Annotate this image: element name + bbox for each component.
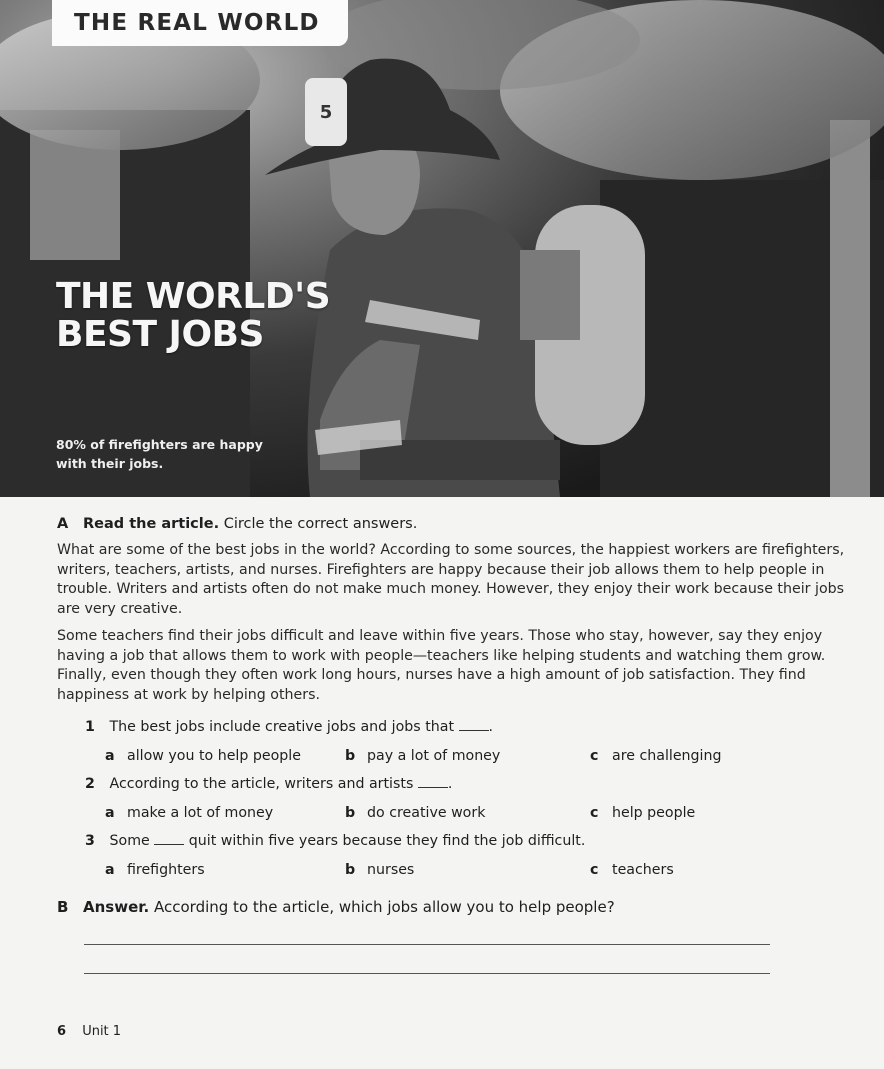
option-text: allow you to help people — [127, 747, 301, 764]
answer-line-2[interactable] — [84, 945, 770, 974]
option-letter: b — [345, 861, 356, 878]
option-text: make a lot of money — [127, 804, 274, 821]
question-3 — [85, 827, 847, 856]
option-text: pay a lot of money — [367, 747, 501, 764]
question-list — [85, 713, 847, 884]
option-letter: c — [590, 747, 599, 764]
part-b-instruction-rest: According to the article, which jobs allow you to help people? — [154, 898, 615, 916]
answer-blank[interactable] — [459, 718, 489, 731]
question-1 — [85, 713, 847, 742]
hero-title — [56, 278, 330, 354]
question-text-end: . — [447, 776, 453, 792]
question-text-end: . — [488, 719, 494, 735]
option-a[interactable] — [105, 799, 273, 828]
hero-title-line1: THE WORLD'S — [56, 276, 331, 317]
option-a[interactable] — [105, 742, 301, 771]
question-number: 2 — [85, 776, 95, 792]
part-b-instruction — [57, 898, 847, 916]
section-tab — [52, 0, 348, 46]
option-text: are challenging — [612, 747, 722, 764]
answer-line-1[interactable] — [84, 916, 770, 945]
option-c[interactable] — [590, 742, 722, 771]
option-text: teachers — [612, 861, 674, 878]
option-letter: a — [105, 804, 115, 821]
question-text: Some — [109, 833, 150, 849]
question-2 — [85, 770, 847, 799]
question-text: The best jobs include creative jobs and jobs that — [109, 719, 455, 735]
page-number: 6 — [57, 1024, 67, 1039]
option-letter: c — [590, 804, 599, 821]
option-b[interactable] — [345, 799, 485, 828]
option-letter: b — [345, 747, 356, 764]
option-text: help people — [612, 804, 696, 821]
exercise-content — [57, 512, 847, 974]
option-text: nurses — [367, 861, 415, 878]
option-b[interactable] — [345, 742, 500, 771]
part-b-letter: B — [57, 898, 69, 916]
part-b-instruction-bold: Answer. — [83, 898, 150, 916]
article-paragraph-2: Some teachers find their jobs difficult and leave within five years. Those who stay, however, say they enjoy having a job that allows them to work with people—teachers like helping students and watching them grow. Finally, even though they often work long hours, nurses have a high amount of job satisfaction. They find happiness at work by helping others. — [57, 628, 826, 703]
part-a-instruction-bold: Read the article. — [83, 516, 220, 532]
option-c[interactable] — [590, 799, 695, 828]
question-1-options — [105, 742, 847, 771]
option-b[interactable] — [345, 856, 414, 885]
unit-label: Unit 1 — [82, 1024, 122, 1039]
option-letter: a — [105, 747, 115, 764]
hero-caption: 80% of firefighters are happy with their jobs. — [56, 437, 263, 471]
answer-blank[interactable] — [418, 775, 448, 788]
answer-blank[interactable] — [154, 832, 184, 845]
hero-photo — [0, 0, 884, 497]
firefighter-illustration — [0, 0, 884, 497]
page-footer — [57, 1024, 121, 1039]
option-letter: a — [105, 861, 115, 878]
question-text-end: quit within five years because they find the job difficult. — [188, 833, 586, 849]
helmet-number: 5 — [319, 102, 333, 123]
question-number: 1 — [85, 719, 95, 735]
section-tab-label: THE REAL WORLD — [74, 10, 320, 36]
option-letter: c — [590, 861, 599, 878]
hero-title-line2: BEST JOBS — [56, 314, 264, 355]
question-text: According to the article, writers and artists — [109, 776, 414, 792]
option-text: do creative work — [367, 804, 486, 821]
part-a-letter: A — [57, 516, 69, 532]
article-paragraph-1: What are some of the best jobs in the world? According to some sources, the happiest workers are firefighters, writers, teachers, artists, and nurses. Firefighters are happy because their job allows them to help people in trouble. Writers and artists often do not make much money. However, they enjoy their work because their jobs are very creative. — [57, 542, 845, 617]
part-a-instruction — [57, 516, 847, 532]
part-a-instruction-rest: Circle the correct answers. — [223, 516, 418, 532]
option-a[interactable] — [105, 856, 205, 885]
question-number: 3 — [85, 833, 95, 849]
question-3-options — [105, 856, 847, 885]
option-c[interactable] — [590, 856, 674, 885]
option-letter: b — [345, 804, 356, 821]
question-2-options — [105, 799, 847, 828]
option-text: firefighters — [127, 861, 205, 878]
